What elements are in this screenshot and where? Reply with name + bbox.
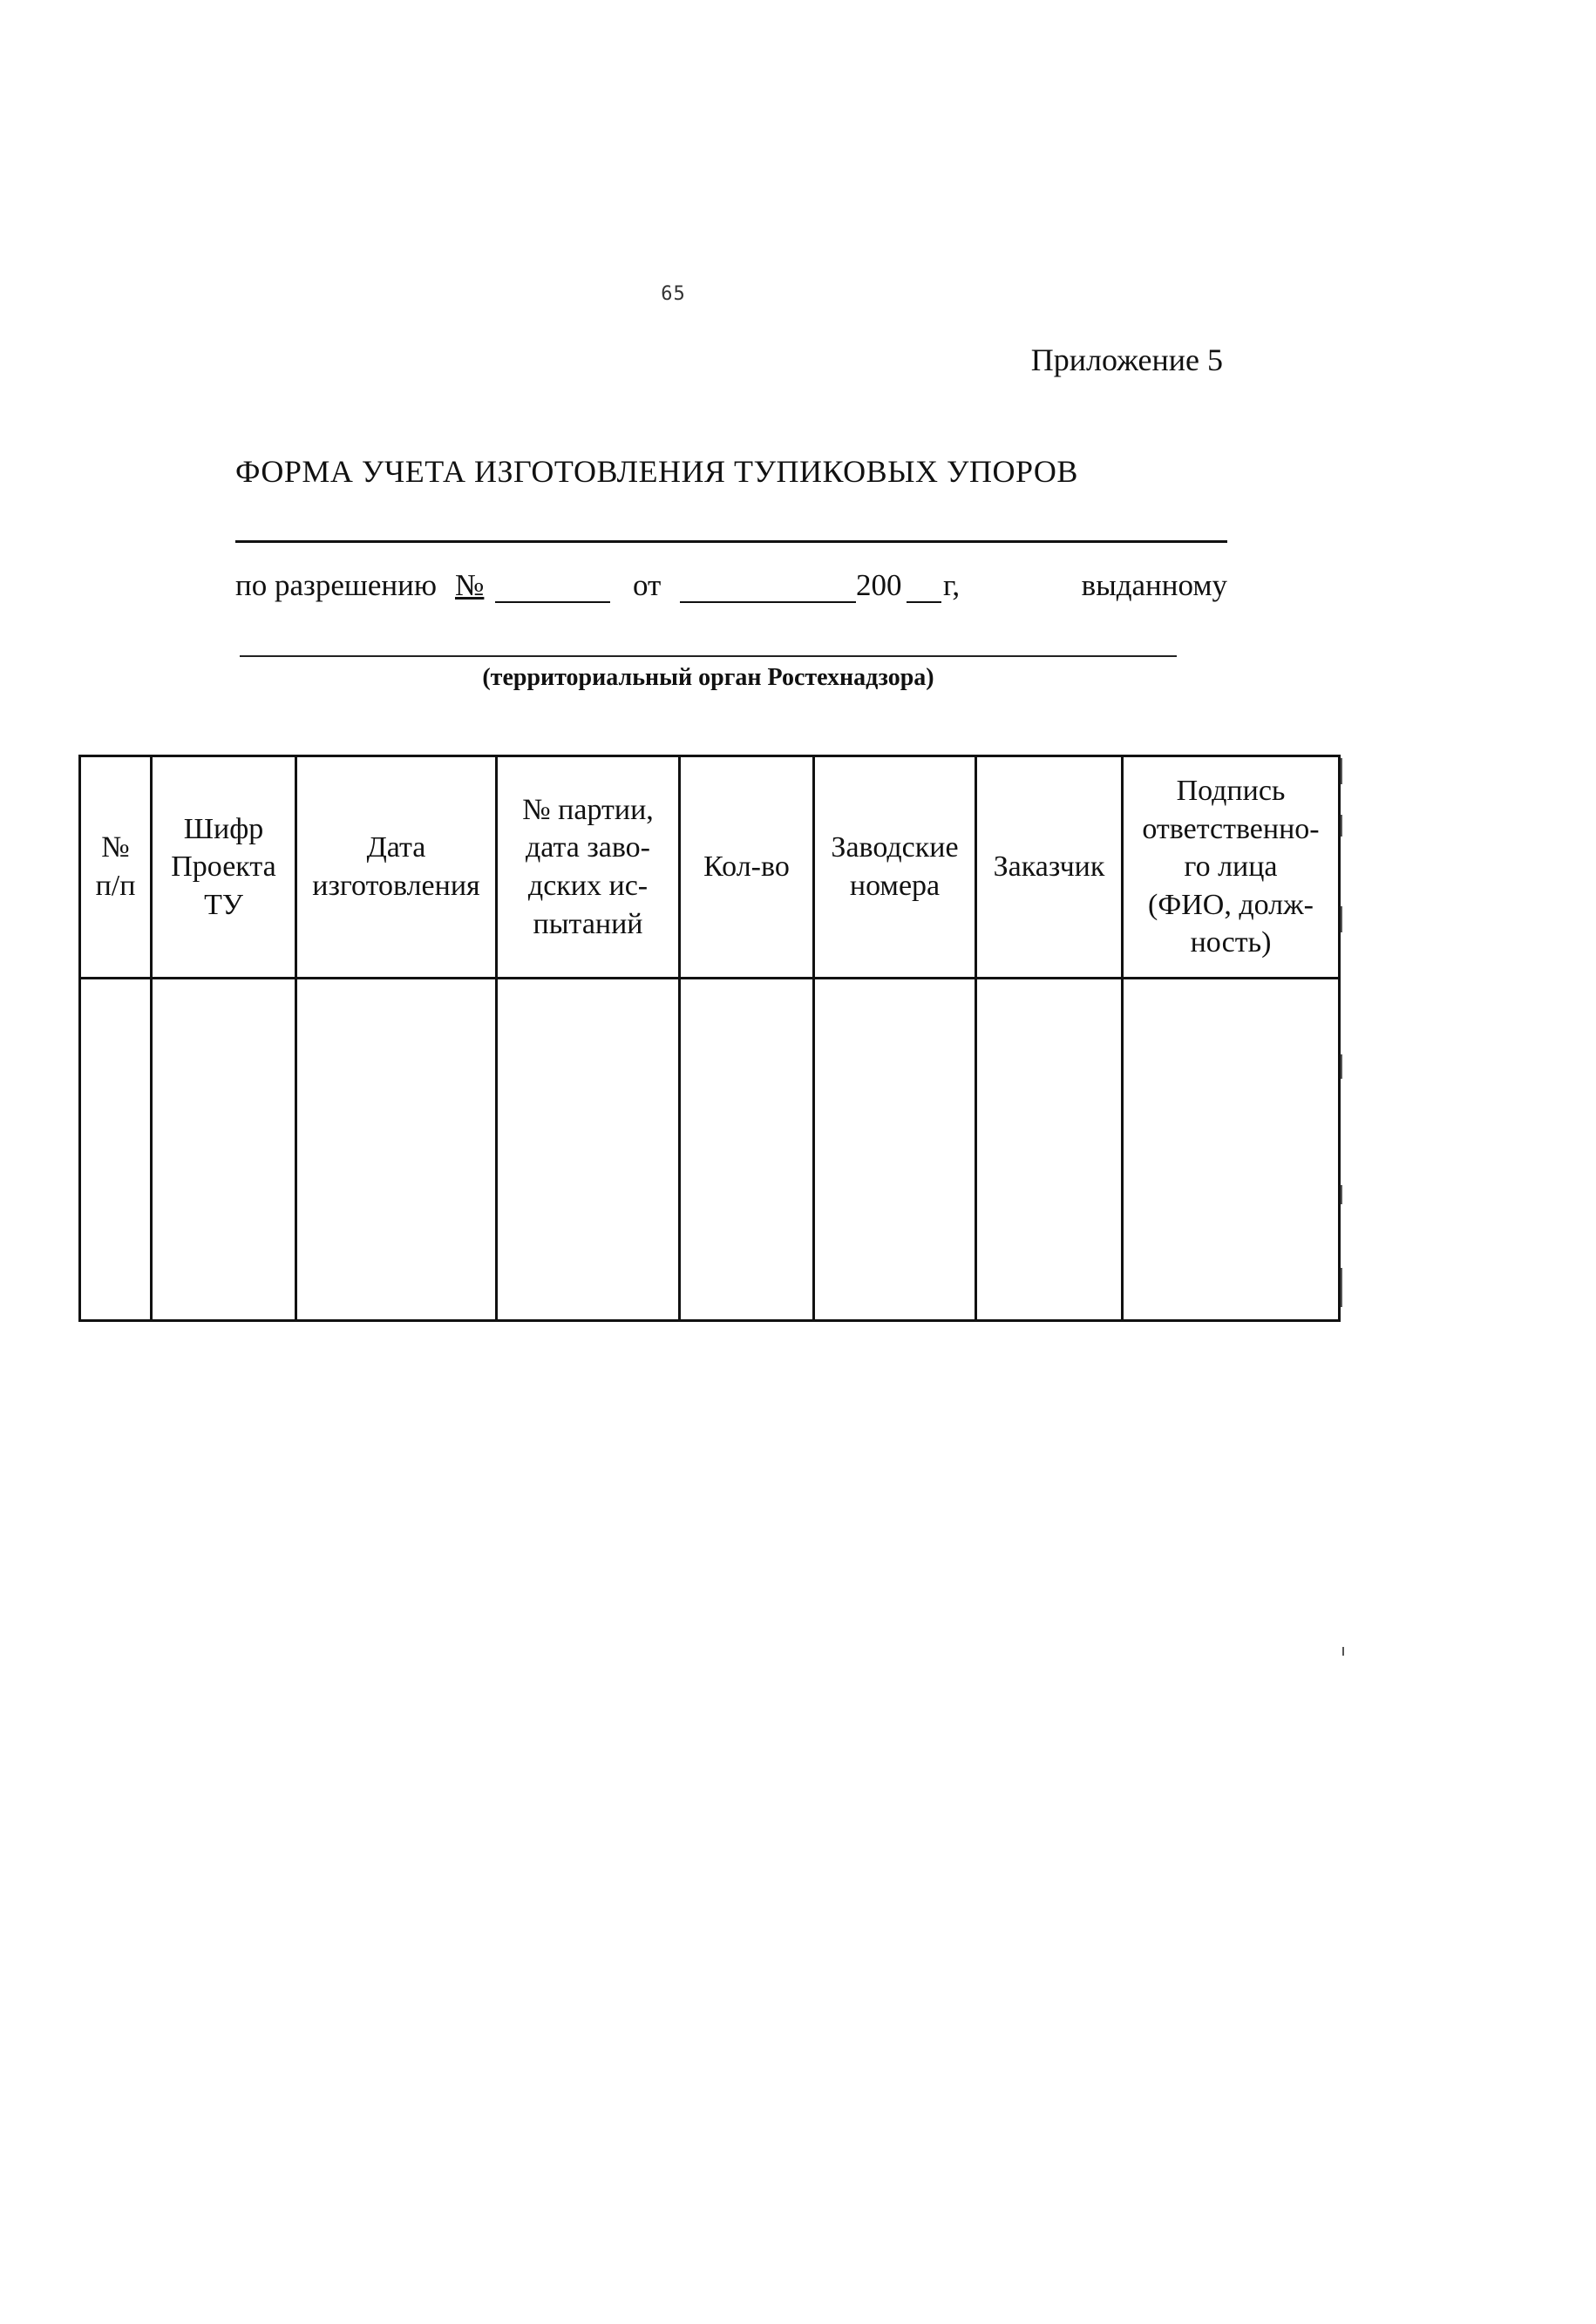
permit-year-prefix: 200	[856, 568, 902, 602]
blank-line	[235, 540, 1227, 543]
permit-number-blank	[495, 601, 610, 603]
page-number: 65	[661, 283, 686, 305]
appendix-label: Приложение 5	[1030, 342, 1223, 377]
authority-blank-line	[240, 655, 1177, 657]
header-project-code: Шифр Проекта ТУ	[152, 756, 296, 979]
header-manufacture-date: Дата изготовления	[296, 756, 497, 979]
header-serial-numbers: Заводские номера	[814, 756, 976, 979]
permit-line	[235, 568, 1227, 606]
header-customer: Заказчик	[976, 756, 1123, 979]
scan-mark	[1341, 1268, 1342, 1307]
permit-label: по разрешению	[235, 568, 437, 602]
scan-mark	[1341, 815, 1342, 837]
header-row	[80, 756, 1340, 979]
table-cell	[80, 979, 152, 1321]
scan-mark	[1341, 1185, 1342, 1204]
table-cell	[814, 979, 976, 1321]
permit-from-label: от	[633, 568, 662, 602]
scan-mark	[1342, 1647, 1344, 1656]
header-quantity: Кол-во	[680, 756, 814, 979]
form-title: ФОРМА УЧЕТА ИЗГОТОВЛЕНИЯ ТУПИКОВЫХ УПОРОВ	[235, 454, 1078, 489]
table-cell	[497, 979, 680, 1321]
permit-issued-label: выданному	[1081, 568, 1227, 602]
record-table	[78, 755, 1341, 1322]
permit-date-blank	[680, 601, 856, 603]
header-signature: Подпись ответственно- го лица (ФИО, долж- ность)	[1123, 756, 1340, 979]
scan-mark	[1341, 1054, 1342, 1079]
table-cell	[976, 979, 1123, 1321]
header-row-number: № п/п	[80, 756, 152, 979]
table-cell	[680, 979, 814, 1321]
authority-caption: (территориальный орган Ростехнадзора)	[482, 664, 934, 691]
permit-year-blank	[907, 601, 941, 603]
permit-number-sign: №	[455, 568, 485, 602]
table-cell	[296, 979, 497, 1321]
scan-mark	[1341, 758, 1342, 784]
permit-year-suffix: г,	[943, 568, 961, 602]
table-row	[80, 979, 1340, 1321]
scan-mark	[1341, 906, 1342, 932]
table-cell	[152, 979, 296, 1321]
table-cell	[1123, 979, 1340, 1321]
header-batch-test-date: № партии, дата заво- дских ис- пытаний	[497, 756, 680, 979]
